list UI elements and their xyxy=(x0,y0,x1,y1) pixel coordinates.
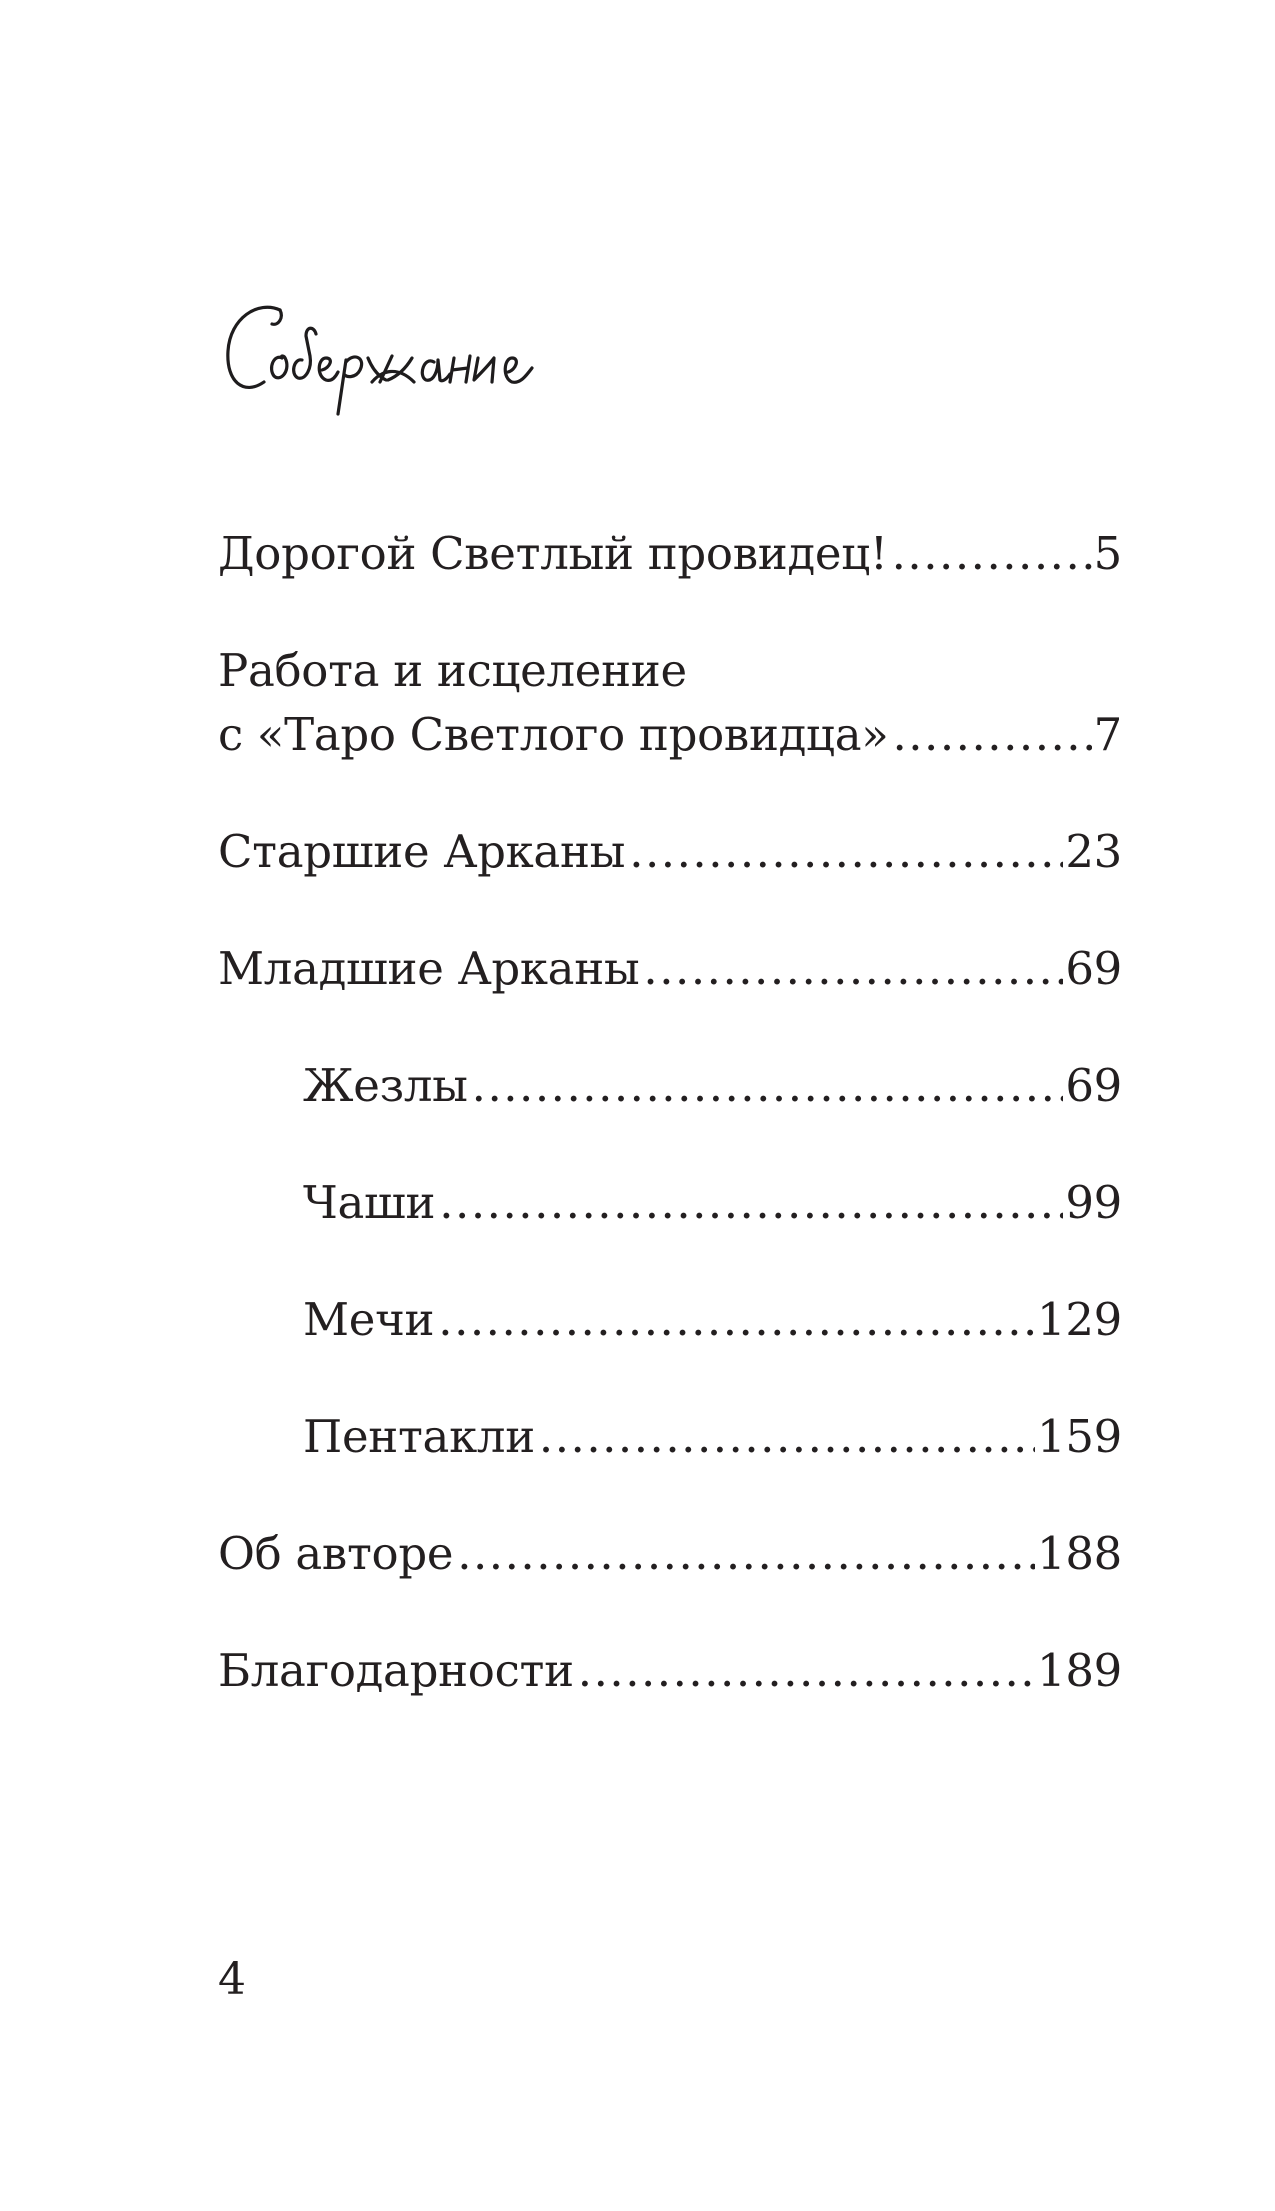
toc-entry-major-arcana[interactable] xyxy=(218,820,1122,884)
contents-heading-lettering xyxy=(222,296,562,416)
toc-entry-cups[interactable] xyxy=(218,1171,1122,1235)
toc-dot-leader xyxy=(892,522,1092,586)
toc-page-number: 188 xyxy=(1037,1527,1122,1580)
toc-page-number: 159 xyxy=(1037,1410,1122,1463)
toc-page-number: 69 xyxy=(1065,1059,1122,1112)
toc-dot-leader xyxy=(892,703,1091,767)
page-number-folio: 4 xyxy=(218,1954,246,2005)
toc-page-number: 69 xyxy=(1065,942,1122,995)
toc-entry-title: Жезлы xyxy=(303,1059,468,1112)
toc-entry-minor-arcana[interactable] xyxy=(218,937,1122,1001)
toc-page-number: 99 xyxy=(1065,1176,1122,1229)
toc-entry-title: Младшие Арканы xyxy=(218,942,640,995)
toc-page-number: 5 xyxy=(1093,527,1122,580)
toc-entry-swords[interactable] xyxy=(218,1288,1122,1352)
toc-dot-leader xyxy=(439,1171,1063,1235)
toc-entry-wands[interactable] xyxy=(218,1054,1122,1118)
table-of-contents xyxy=(218,522,1122,1756)
toc-entry-title-line1: Работа и исцеление xyxy=(218,644,687,697)
toc-dot-leader xyxy=(539,1405,1035,1469)
toc-entry-about-author[interactable] xyxy=(218,1522,1122,1586)
toc-entry-title-line2: с «Таро Светлого провидца» xyxy=(218,708,889,761)
toc-entry-pentacles[interactable] xyxy=(218,1405,1122,1469)
toc-entry-title: Дорогой Светлый провидец! xyxy=(218,527,888,580)
toc-page-number: 129 xyxy=(1037,1293,1122,1346)
toc-dot-leader xyxy=(643,937,1063,1001)
toc-entry-dear-seer[interactable] xyxy=(218,522,1122,586)
toc-entry-title: Об авторе xyxy=(218,1527,454,1580)
toc-dot-leader xyxy=(629,820,1063,884)
toc-entry-acknowledgements[interactable] xyxy=(218,1639,1122,1703)
toc-page-number: 7 xyxy=(1093,708,1122,761)
toc-dot-leader xyxy=(457,1522,1035,1586)
toc-page-number: 23 xyxy=(1065,825,1122,878)
toc-entry-title: Чаши xyxy=(303,1176,436,1229)
toc-dot-leader xyxy=(472,1054,1064,1118)
contents-heading-script xyxy=(222,296,562,416)
toc-dot-leader xyxy=(578,1639,1035,1703)
toc-entry-title: Мечи xyxy=(303,1293,435,1346)
toc-entry-title: Пентакли xyxy=(303,1410,535,1463)
toc-entry-title: Старшие Арканы xyxy=(218,825,626,878)
toc-page-number: 189 xyxy=(1037,1644,1122,1697)
toc-entry-title: Благодарности xyxy=(218,1644,574,1697)
toc-dot-leader xyxy=(438,1288,1035,1352)
toc-entry-work-and-healing[interactable] xyxy=(218,639,1122,767)
